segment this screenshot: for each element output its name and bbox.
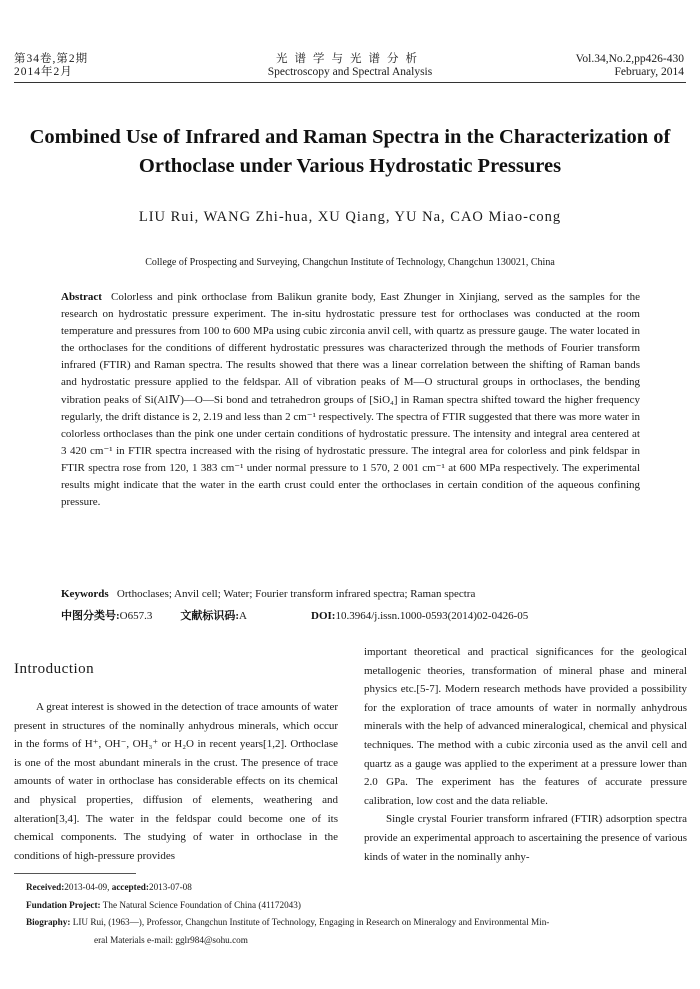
doi-label: DOI:	[311, 610, 336, 622]
volume-issue-cn: 第34卷,第2期	[14, 53, 89, 65]
keywords-text: Orthoclases; Anvil cell; Water; Fourier transform infrared spectra; Raman spectra	[116, 588, 476, 600]
classification-line	[61, 607, 681, 623]
accepted-date: 2013-07-08	[148, 882, 192, 892]
abstract-text: Colorless and pink orthoclase from Balikun granite body, East Zhunger in Xinjiang, served as the samples for the research on hydrostatic pressure experiment. The in-situ hydrostatic pressure test for orthoclases was conducted at the room temperature and pressures from 100 to 600 MPa using cubic zirconia anvil cell, with quartz as pressure gauge. The water located in the orthoclases for the conditions of different hydrostatic pressures was characterized through the methods of Fourier transform infrared (FTIR) and Raman spectra. The results showed that there was a linear correlation between the shifting of Raman bands and hydrostatic pressure applied to the feldspar. All of vibration peaks of M—O structural groups in orthoclases, the bending vibration peaks of Si(AlⅣ)—O—Si bond and tetrahedron groups of [SiO₄] in Raman spectra shifted toward the higher frequency regularly, the drift distance is 2, 2.19 and less than 2 cm⁻¹ respectively. The spectra of FTIR suggested that there was more water in colorless orthoclases than the pink one under certain conditions of hydrostatic pressure. The intensity and integral area centered at 3 420 cm⁻¹ in FTIR spectra increased with the rising of hydrostatic pressure. The integral area for colorless and pink feldspar in FTIR spectra rose from 120, 1 383 cm⁻¹ under normal pressure to 1 570, 2 001 cm⁻¹ at 600 MPa respectively. The experimental results might indicate that the water in the earth crust could enter the orthoclases in certain condition of the aqueous confining pressure.	[61, 291, 640, 509]
footnote-funding	[26, 897, 688, 915]
date-cn: 2014年2月	[14, 66, 73, 78]
title-line-1: Combined Use of Infrared and Raman Spectra in the Characterization of	[29, 126, 671, 148]
biography-label: Biography:	[26, 917, 71, 927]
received-label: Received:	[26, 882, 65, 892]
received-date: 2013-04-09	[64, 882, 108, 892]
date-en: February, 2014	[614, 66, 684, 78]
abstract	[61, 289, 640, 511]
doc-code-label: 文献标识码:	[180, 610, 240, 622]
intro-paragraph-2: Single crystal Fourier transform infrared (FTIR) adsorption spectra provide an experimental approach to ascertaining the presence of various kinds of water in the nominally anhy-	[364, 813, 687, 863]
header-divider	[14, 82, 686, 83]
biography-text: LIU Rui, (1963—), Professor, Changchun Institute of Technology, Engaging in Research on Mineralogy and Environmental Min-	[72, 917, 550, 927]
author-list: LIU Rui, WANG Zhi-hua, XU Qiang, YU Na, CAO Miao-cong	[138, 209, 562, 225]
clc-value: O657.3	[119, 610, 153, 622]
funding-label: Fundation Project:	[26, 899, 101, 910]
clc-label: 中图分类号:	[61, 610, 120, 622]
biography-continuation: eral Materials e-mail: gglr984@sohu.com	[94, 934, 248, 945]
volume-pages: Vol.34,No.2,pp426-430	[575, 53, 684, 65]
title-line-2: Orthoclase under Various Hydrostatic Pressures	[138, 155, 562, 177]
keywords	[61, 588, 661, 600]
footnotes	[26, 879, 688, 949]
accepted-label: accepted:	[111, 882, 149, 892]
funding-text: The Natural Science Foundation of China (41172043)	[102, 899, 301, 910]
affiliation: College of Prospecting and Surveying, Changchun Institute of Technology, Changchun 130021, China	[145, 257, 555, 268]
footnote-divider	[14, 873, 136, 874]
journal-title-cn: 光谱学与光谱分析	[276, 53, 424, 65]
journal-title-en: Spectroscopy and Spectral Analysis	[267, 66, 433, 78]
doc-code-value: A	[239, 610, 247, 622]
paper-title	[10, 123, 690, 181]
intro-left-column	[14, 698, 338, 865]
doi-value: 10.3964/j.issn.1000-0593(2014)02-0426-05	[335, 610, 529, 622]
footnote-biography	[26, 914, 688, 932]
footnote-dates: Received:2013-04-09, accepted:2013-07-08	[26, 882, 192, 892]
running-header-right	[576, 53, 684, 79]
abstract-label: Abstract	[61, 291, 102, 303]
intro-paragraph-1-cont: important theoretical and practical significances for the geological metallogenic theories, transformation of mineral phase and mineral physics etc.[5-7]. Modern research methods have provided a possibility for the exploration of trace amounts of water in normally anhydrous minerals with the help of advanced mineralogical, chemical and physical techniques. The method with a cubic zirconia used as the anvil cell and quartz as a gauge was applied to the experiment at a pressure lower than 2.0 GPa. The experiment has the features of accurate pressure calibration, low cost and the data reliable.	[364, 646, 687, 807]
introduction-heading: Introduction	[14, 661, 95, 677]
keywords-label: Keywords	[61, 588, 109, 600]
intro-paragraph-1: A great interest is showed in the detection of trace amounts of water present in structures of the nominally anhydrous minerals, which occur in the forms of H⁺, OH⁻, OH₃⁺ or H₂O in recent years[1,2]. Orthoclase is one of the most abundant minerals in the crust. The presence of trace amounts of water in orthoclase has considerable effects on its chemical and physical properties, diffusion of elements, weathering and alteration[3,4]. The water in the feldspar could become one of its chemical components. The studying of water in orthoclase in the conditions of high-pressure provides	[14, 701, 338, 862]
intro-right-column	[364, 643, 687, 866]
